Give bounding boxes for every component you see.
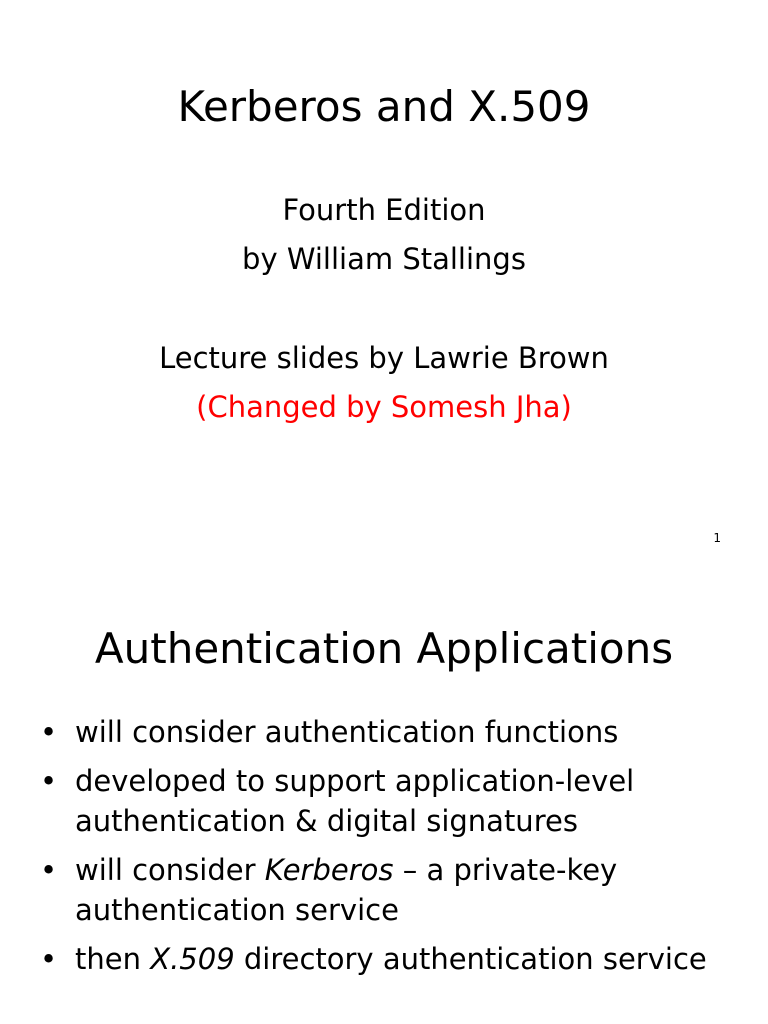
x509-term: X.509: [150, 942, 235, 976]
kerberos-term: Kerberos: [264, 853, 394, 887]
bullet-text: then: [75, 942, 151, 976]
bullet-marker: •: [40, 764, 58, 798]
lecture-credit-text: Lecture slides by Lawrie Brown: [159, 341, 609, 375]
bullet-marker: •: [40, 715, 58, 749]
content-slide: [0, 560, 768, 1024]
bullet-marker: •: [40, 942, 58, 976]
page-number: 1: [713, 531, 721, 545]
bullet-text: developed to support application-level authentication & digital signatures: [75, 764, 635, 838]
bullet-text-continued: directory authentication service: [234, 942, 707, 976]
bullet-text: will consider authentication functions: [75, 715, 619, 749]
changed-by-text: (Changed by Somesh Jha): [196, 390, 572, 424]
list-item: [40, 712, 740, 752]
list-item: [40, 761, 740, 841]
bullet-marker: •: [40, 853, 58, 887]
bullet-list: [40, 712, 740, 988]
list-item: [40, 850, 740, 930]
slide-title: Authentication Applications: [94, 624, 674, 673]
slide-title: Kerberos and X.509: [177, 82, 591, 131]
author-text: by William Stallings: [242, 242, 526, 276]
list-item: [40, 939, 740, 979]
bullet-text-continued: – a private-key authentication service: [75, 853, 618, 927]
bullet-text: will consider: [75, 853, 265, 887]
edition-text: Fourth Edition: [282, 193, 486, 227]
